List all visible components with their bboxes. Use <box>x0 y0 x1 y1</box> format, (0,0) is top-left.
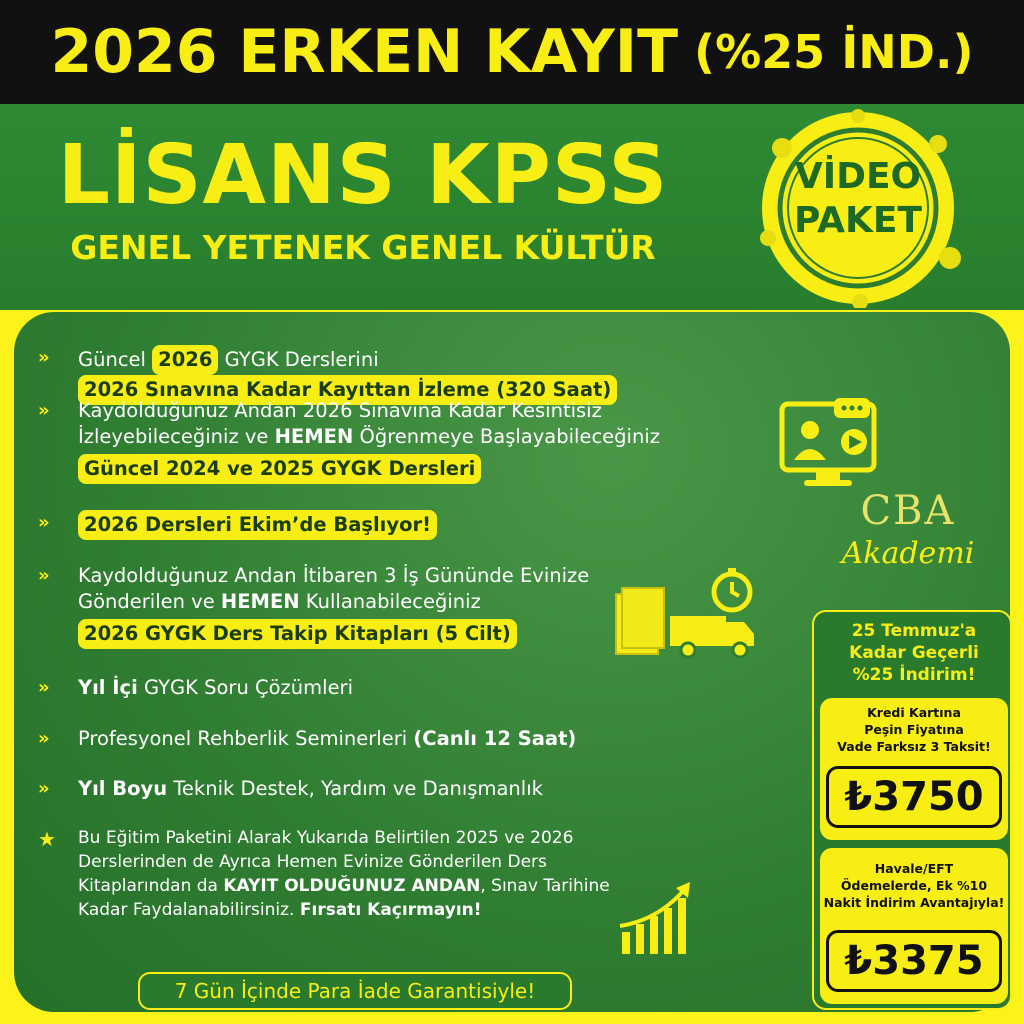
double-chevron-right-icon: » <box>38 512 50 533</box>
feature-highlight: 2026 Sınavına Kadar Kayıttan İzleme (320 Saat) <box>78 375 617 405</box>
growth-chart-arrow-icon <box>618 880 698 956</box>
promo-headline-3: %25 İndirim! <box>852 665 976 685</box>
feature-highlight: Güncel 2024 ve 2025 GYGK Dersleri <box>78 454 481 484</box>
feature-bold: (Canlı 12 Saat) <box>413 727 577 750</box>
double-chevron-right-icon: » <box>38 565 50 586</box>
feature-highlight: 2026 GYGK Ders Takip Kitapları (5 Cilt) <box>78 619 517 649</box>
eft-offer-line-3: Nakit İndirim Avantajıyla! <box>823 895 1005 910</box>
feature-text: Kaydolduğunuz Andan İtibaren 3 İş Gününde Evinize Gönderilen ve <box>78 564 590 613</box>
money-back-guarantee: 7 Gün İçinde Para İade Garantisiyle! <box>138 972 572 1010</box>
feature-text: Güncel <box>78 348 153 371</box>
feature-highlight: 2026 <box>152 345 218 375</box>
price-panel <box>812 610 1012 1010</box>
card-offer-line-1: Kredi Kartına <box>867 705 961 720</box>
video-lesson-monitor-icon <box>778 398 884 490</box>
feature-text: GYGK Derslerini <box>218 348 379 371</box>
books-delivery-truck-icon <box>612 568 764 660</box>
feature-bold: KAYIT OLDUĞUNUZ ANDAN <box>223 876 481 896</box>
feature-text: Kullanabileceğiniz <box>299 590 481 613</box>
badge-line-2: PAKET <box>794 200 922 241</box>
eft-offer <box>820 848 1008 1004</box>
feature-bold: Fırsatı Kaçırmayın! <box>299 900 482 920</box>
double-chevron-right-icon: » <box>38 728 50 749</box>
banner-main: 2026 ERKEN KAYIT <box>50 17 679 87</box>
card-offer-line-2: Peşin Fiyatına <box>864 722 964 737</box>
double-chevron-right-icon: » <box>38 677 50 698</box>
feature-bold: Yıl İçi <box>78 676 138 699</box>
feature-text: Teknik Destek, Yardım ve Danışmanlık <box>167 777 543 800</box>
double-chevron-right-icon: » <box>38 347 50 368</box>
promo-headline-2: Kadar Geçerli <box>849 643 979 663</box>
feature-text: , Sınav Tarihine Kadar Faydalanabilirsiniz. <box>78 876 610 920</box>
card-offer-line-3: Vade Farksız 3 Taksit! <box>837 739 991 754</box>
cba-akademi-logo <box>838 488 978 578</box>
logo-letters: CBA <box>860 488 956 534</box>
banner-discount: (%25 İND.) <box>694 25 974 79</box>
badge-line-1: VİDEO <box>794 156 922 197</box>
eft-offer-line-2: Ödemelerde, Ek %10 <box>840 878 988 893</box>
star-icon: ★ <box>38 827 56 851</box>
credit-card-offer <box>820 698 1008 840</box>
video-package-badge <box>742 108 974 308</box>
card-price: ₺3750 <box>826 766 1002 828</box>
double-chevron-right-icon: » <box>38 778 50 799</box>
feature-text: GYGK Soru Çözümleri <box>137 676 353 699</box>
feature-text: Profesyonel Rehberlik Seminerleri <box>78 727 414 750</box>
double-chevron-right-icon: » <box>38 400 50 421</box>
page-subtitle: GENEL YETENEK GENEL KÜLTÜR <box>70 228 656 267</box>
feature-text: Kaydolduğunuz Andan 2026 Sınavına Kadar Kesintisiz İzleyebileceğiniz ve <box>78 399 602 448</box>
logo-name: Akademi <box>841 536 975 571</box>
eft-price: ₺3375 <box>826 930 1002 992</box>
feature-text: Öğrenmeye Başlayabileceğiniz <box>353 425 660 448</box>
page-title: LİSANS KPSS <box>57 128 669 223</box>
top-banner <box>0 0 1024 104</box>
promo-headline-1: 25 Temmuz'a <box>851 621 977 641</box>
feature-bold: HEMEN <box>274 425 354 448</box>
eft-offer-line-1: Havale/EFT <box>874 861 954 876</box>
feature-bold: HEMEN <box>220 590 300 613</box>
feature-highlight: 2026 Dersleri Ekim’de Başlıyor! <box>78 510 437 540</box>
feature-text: Bu Eğitim Paketini Alarak Yukarıda Belirtilen 2025 ve 2026 Derslerinden de Ayrıca Hemen Evinize Gönderilen Ders Kitaplarından da <box>78 828 574 896</box>
feature-bold: Yıl Boyu <box>78 777 168 800</box>
